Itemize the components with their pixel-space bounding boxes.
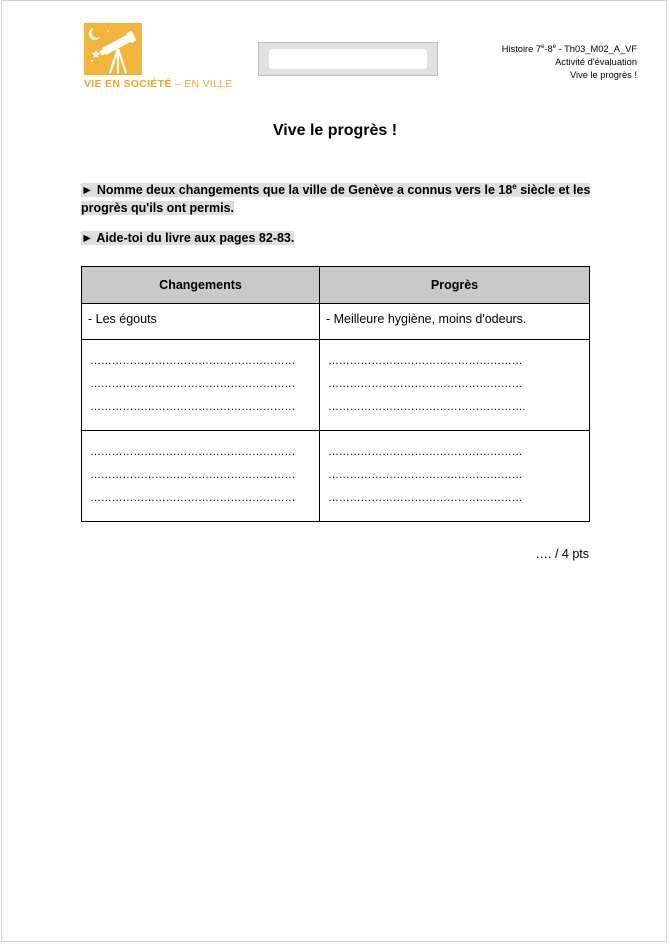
example-progress: - Meilleure hygiène, moins d'odeurs. xyxy=(320,304,590,340)
course-code: Histoire 7e-8e - Th03_M02_A_VF xyxy=(501,44,637,55)
logo-caption-strong: VIE EN SOCIÉTÉ xyxy=(84,78,172,90)
star-icon xyxy=(92,50,100,58)
activity-type: Activité d'évaluation xyxy=(555,57,637,68)
answer-cell-change-1[interactable]: ………………………………………………… ………………………………………………… ………………………………………………… xyxy=(82,340,320,431)
answer-cell-progress-2[interactable]: ……………………………………………… ……………………………………………… ……………………………………………… xyxy=(320,431,590,522)
table-header-row xyxy=(82,267,590,304)
course-info xyxy=(502,41,637,82)
instruction-1: ► Nomme deux changements que la ville de Genève a connus vers le 18e siècle et les progrès qu'ils ont permis. xyxy=(81,181,591,215)
student-name-field-inner[interactable] xyxy=(269,49,427,69)
logo xyxy=(84,23,142,75)
page-title: Vive le progrès ! xyxy=(272,122,398,139)
moon-icon xyxy=(89,28,100,40)
instruction-2: ► Aide-toi du livre aux pages 82-83. xyxy=(81,231,295,245)
activity-title: Vive le progrès ! xyxy=(569,70,637,81)
table-row xyxy=(82,304,590,340)
student-name-field[interactable] xyxy=(258,42,438,76)
logo-caption xyxy=(84,78,233,90)
logo-caption-rest: – EN VILLE xyxy=(171,78,233,90)
header-progres: Progrès xyxy=(320,267,590,304)
answer-cell-progress-1[interactable]: ……………………………………………… ……………………………………………… ………………………………………………. xyxy=(320,340,590,431)
table-row xyxy=(82,340,590,431)
header-changements: Changements xyxy=(82,267,320,304)
telescope-icon xyxy=(84,23,142,75)
example-change: - Les égouts xyxy=(82,304,320,340)
answer-table xyxy=(81,266,590,522)
table-row xyxy=(82,431,590,522)
score: …. / 4 pts xyxy=(535,547,589,561)
answer-cell-change-2[interactable]: ………………………………………………… ………………………………………………… ………………………………………………… xyxy=(82,431,320,522)
